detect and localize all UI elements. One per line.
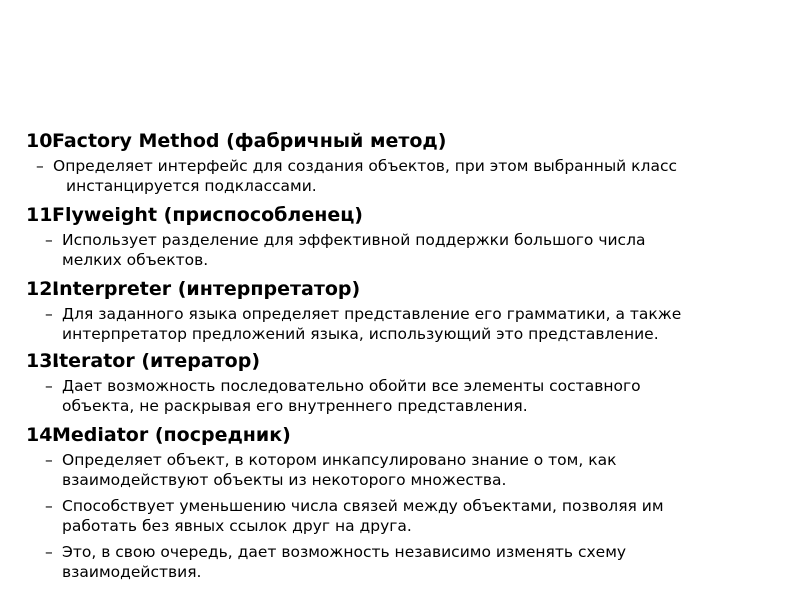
item-number: 12.	[26, 278, 60, 300]
bullet-line: Определяет объект, в котором инкапсулировано знание о том, как	[62, 451, 617, 469]
list-item-mediator	[26, 424, 786, 582]
list-item-flyweight	[26, 204, 786, 270]
item-heading	[26, 350, 786, 372]
sub-bullet	[26, 450, 786, 490]
dash-marker: –	[45, 377, 53, 395]
item-title: Flyweight (приспособленец)	[52, 204, 363, 226]
bullet-line: Это, в свою очередь, дает возможность независимо изменять схему	[62, 543, 627, 561]
dash-marker: –	[45, 231, 53, 249]
bullet-line: Использует разделение для эффективной поддержки большого числа	[62, 231, 646, 249]
bullet-line: Определяет интерфейс для создания объектов, при этом выбранный класс	[53, 157, 677, 175]
item-number: 13.	[26, 350, 60, 372]
bullet-line: мелких объектов.	[62, 251, 209, 269]
bullet-line: Для заданного языка определяет представление его грамматики, а также	[62, 305, 682, 323]
item-heading	[26, 130, 786, 152]
item-title: Iterator (итератор)	[52, 350, 261, 372]
dash-marker: –	[36, 157, 44, 175]
list-item-iterator	[26, 350, 786, 416]
bullet-line: взаимодействуют объекты из некоторого множества.	[62, 471, 507, 489]
sub-bullet	[26, 304, 786, 344]
sub-bullet	[26, 542, 786, 582]
list-item-interpreter	[26, 278, 786, 344]
sub-bullet	[26, 376, 786, 416]
bullet-line: работать без явных ссылок друг на друга.	[62, 517, 412, 535]
dash-marker: –	[45, 451, 53, 469]
item-number: 14.	[26, 424, 60, 446]
bullet-line: интерпретатор предложений языка, использующий это представление.	[62, 325, 659, 343]
sub-bullet	[26, 496, 786, 536]
sub-bullet	[26, 230, 786, 270]
item-heading	[26, 424, 786, 446]
item-heading	[26, 204, 786, 226]
item-title: Factory Method (фабричный метод)	[52, 130, 447, 152]
dash-marker: –	[45, 497, 53, 515]
item-number: 10.	[26, 130, 60, 152]
item-title: Mediator (посредник)	[52, 424, 291, 446]
bullet-line: инстанцируется подклассами.	[66, 177, 317, 195]
item-title: Interpreter (интерпретатор)	[52, 278, 361, 300]
bullet-line: взаимодействия.	[62, 563, 202, 581]
bullet-line: Способствует уменьшению числа связей между объектами, позволяя им	[62, 497, 664, 515]
list-item-factory-method	[26, 130, 786, 196]
sub-bullet	[26, 156, 786, 196]
item-heading	[26, 278, 786, 300]
dash-marker: –	[45, 543, 53, 561]
bullet-line: Дает возможность последовательно обойти все элементы составного	[62, 377, 641, 395]
bullet-line: объекта, не раскрывая его внутреннего представления.	[62, 397, 528, 415]
dash-marker: –	[45, 305, 53, 323]
item-number: 11.	[26, 204, 60, 226]
